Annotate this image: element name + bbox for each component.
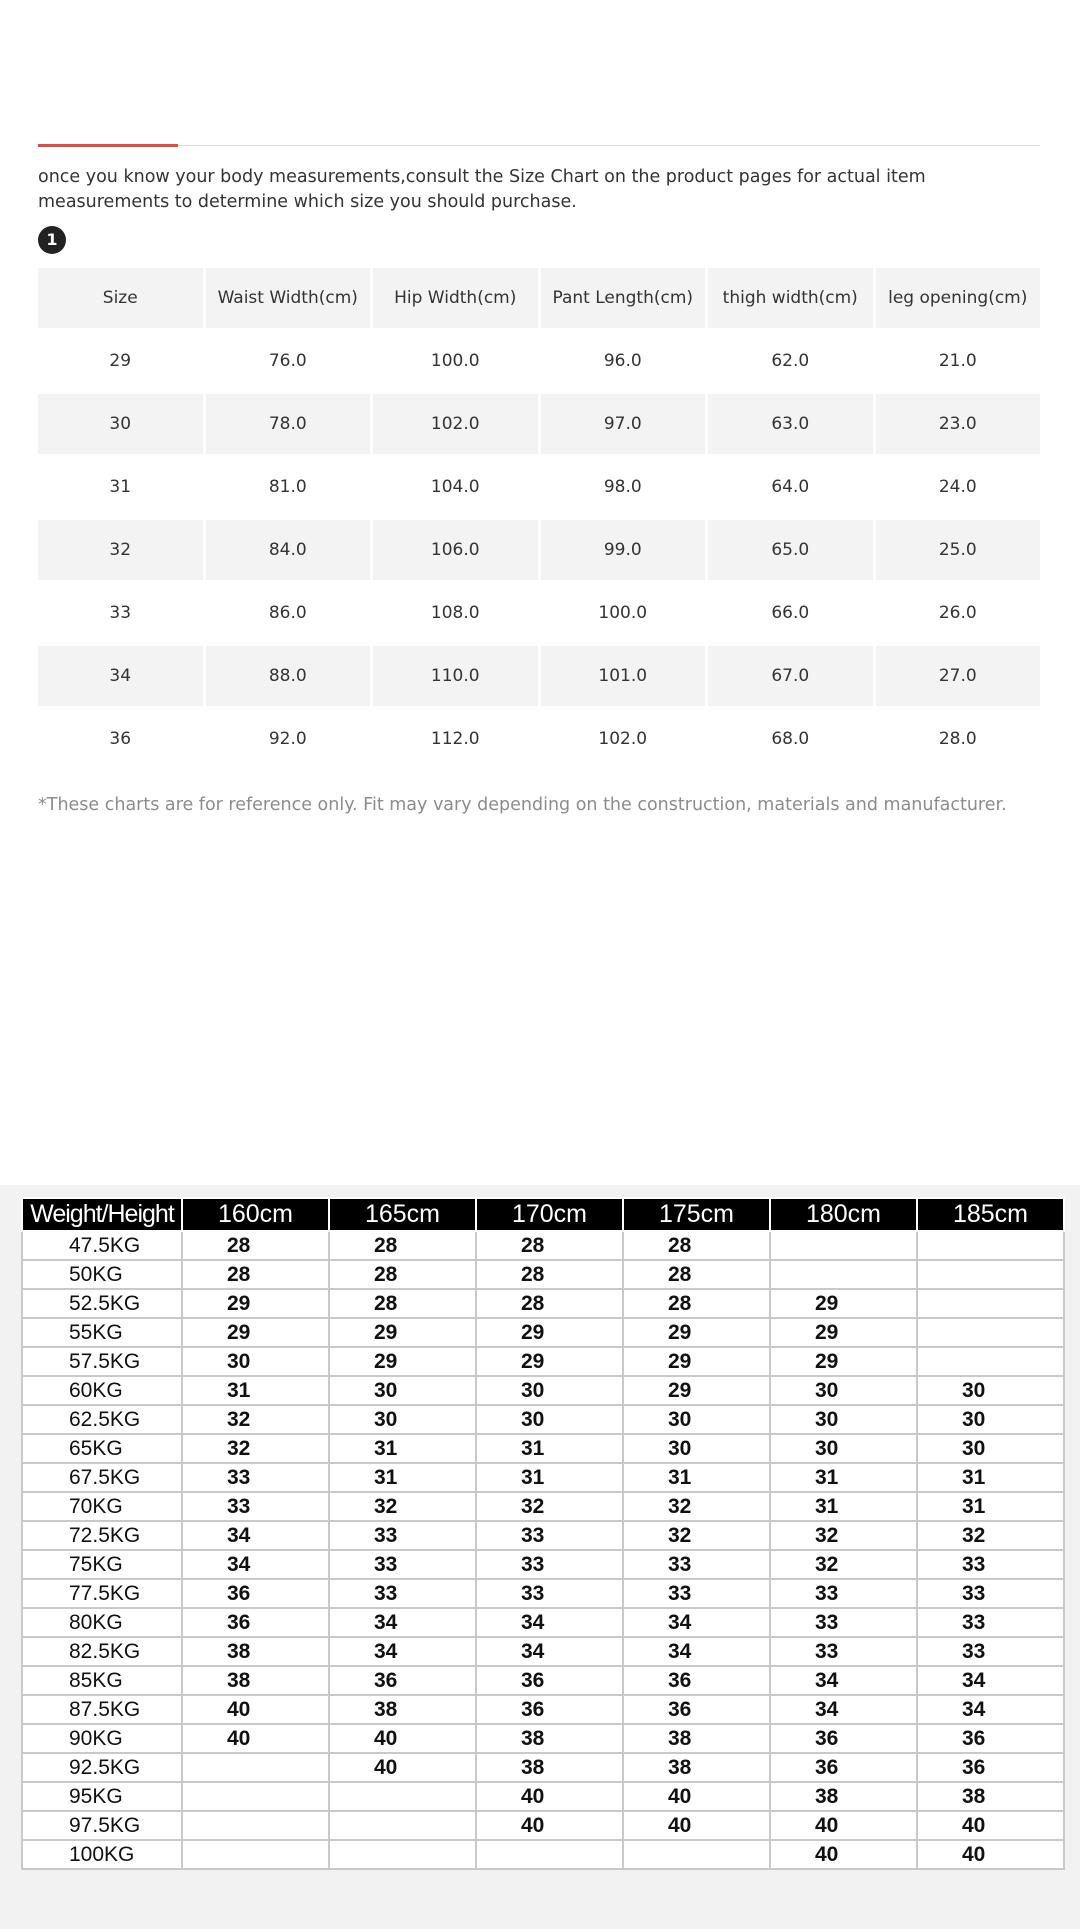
weight-table-header-cell: 165cm — [329, 1198, 476, 1231]
recommended-size-cell: 31 — [623, 1463, 770, 1492]
size-chart-value-cell: 96.0 — [603, 351, 642, 371]
recommended-size-cell: 36 — [476, 1695, 623, 1724]
recommended-size-cell: 31 — [917, 1492, 1064, 1521]
recommended-size-cell: 32 — [917, 1521, 1064, 1550]
recommended-size-cell: 32 — [329, 1492, 476, 1521]
recommended-size-cell: 34 — [182, 1521, 329, 1550]
recommended-size-cell: 33 — [770, 1579, 917, 1608]
recommended-size-cell: 30 — [770, 1405, 917, 1434]
weight-label-cell: 47.5KG — [22, 1231, 182, 1260]
recommended-size-cell: 28 — [329, 1231, 476, 1260]
weight-label-cell: 80KG — [22, 1608, 182, 1637]
recommended-size-cell: 28 — [182, 1231, 329, 1260]
weight-table-header-cell: 180cm — [770, 1198, 917, 1231]
recommended-size-cell: 29 — [182, 1289, 329, 1318]
weight-table-header-row — [22, 1198, 1064, 1231]
size-chart-value-cell: 67.0 — [708, 646, 873, 706]
recommended-size-cell: 33 — [623, 1550, 770, 1579]
recommended-size-cell: 30 — [917, 1376, 1064, 1405]
recommended-size-cell: 32 — [623, 1492, 770, 1521]
weight-table-header-cell: 170cm — [476, 1198, 623, 1231]
size-chart-value-cell: 86.0 — [268, 603, 307, 623]
recommended-size-cell — [329, 1782, 476, 1811]
size-chart-value-cell: 110.0 — [373, 646, 538, 706]
recommended-size-cell: 29 — [329, 1318, 476, 1347]
recommended-size-cell: 34 — [917, 1666, 1064, 1695]
size-chart-value-cell: 81.0 — [268, 477, 307, 497]
recommended-size-cell: 33 — [476, 1521, 623, 1550]
weight-table-row — [22, 1405, 1064, 1434]
size-chart-value-cell: 65.0 — [708, 520, 873, 580]
weight-label-cell: 65KG — [22, 1434, 182, 1463]
recommended-size-cell: 40 — [623, 1782, 770, 1811]
recommended-size-cell: 34 — [770, 1695, 917, 1724]
disclaimer-note: *These charts are for reference only. Fit may vary depending on the construction, materials and manufacturer. — [38, 795, 1007, 815]
recommended-size-cell: 28 — [182, 1260, 329, 1289]
weight-table-header-cell: 185cm — [917, 1198, 1064, 1231]
weight-table-row — [22, 1550, 1064, 1579]
recommended-size-cell: 31 — [329, 1463, 476, 1492]
weight-table-row — [22, 1579, 1064, 1608]
weight-label-cell: 55KG — [22, 1318, 182, 1347]
recommended-size-cell: 33 — [917, 1550, 1064, 1579]
size-chart-size-cell: 36 — [109, 729, 132, 749]
recommended-size-cell — [917, 1318, 1064, 1347]
recommended-size-cell: 31 — [917, 1463, 1064, 1492]
size-chart-header-cell: Waist Width(cm) — [206, 268, 371, 328]
step-number-badge: 1 — [38, 226, 66, 254]
recommended-size-cell: 32 — [770, 1521, 917, 1550]
size-chart-value-cell: 64.0 — [771, 477, 810, 497]
weight-label-cell: 97.5KG — [22, 1811, 182, 1840]
recommended-size-cell — [182, 1753, 329, 1782]
recommended-size-cell: 38 — [329, 1695, 476, 1724]
recommended-size-cell: 33 — [476, 1550, 623, 1579]
size-chart-value-cell: 23.0 — [876, 394, 1041, 454]
weight-label-cell: 77.5KG — [22, 1579, 182, 1608]
weight-table-header-cell: 160cm — [182, 1198, 329, 1231]
recommended-size-cell: 30 — [329, 1376, 476, 1405]
recommended-size-cell: 30 — [329, 1405, 476, 1434]
recommended-size-cell: 33 — [329, 1521, 476, 1550]
recommended-size-cell — [770, 1260, 917, 1289]
recommended-size-cell: 40 — [770, 1811, 917, 1840]
recommended-size-cell: 38 — [623, 1753, 770, 1782]
recommended-size-cell: 31 — [770, 1463, 917, 1492]
recommended-size-cell: 31 — [476, 1463, 623, 1492]
weight-table-row — [22, 1318, 1064, 1347]
size-chart-table — [38, 268, 1040, 769]
size-chart-header-cell: thigh width(cm) — [708, 268, 873, 328]
recommended-size-cell: 36 — [623, 1695, 770, 1724]
weight-label-cell: 82.5KG — [22, 1637, 182, 1666]
recommended-size-cell: 36 — [476, 1666, 623, 1695]
recommended-size-cell — [917, 1347, 1064, 1376]
size-chart-value-cell: 68.0 — [771, 729, 810, 749]
size-chart-value-cell: 106.0 — [373, 520, 538, 580]
weight-label-cell: 92.5KG — [22, 1753, 182, 1782]
recommended-size-cell — [476, 1840, 623, 1869]
recommended-size-cell: 29 — [329, 1347, 476, 1376]
recommended-size-cell: 38 — [623, 1724, 770, 1753]
recommended-size-cell: 30 — [917, 1405, 1064, 1434]
weight-label-cell: 95KG — [22, 1782, 182, 1811]
recommended-size-cell: 33 — [182, 1492, 329, 1521]
weight-table-row — [22, 1811, 1064, 1840]
recommended-size-cell: 28 — [623, 1260, 770, 1289]
recommended-size-cell: 29 — [623, 1347, 770, 1376]
recommended-size-cell: 32 — [476, 1492, 623, 1521]
weight-label-cell: 100KG — [22, 1840, 182, 1869]
recommended-size-cell: 28 — [623, 1289, 770, 1318]
recommended-size-cell: 32 — [182, 1405, 329, 1434]
size-chart-header-cell: Size — [38, 268, 203, 328]
recommended-size-cell: 36 — [182, 1579, 329, 1608]
size-chart-value-cell: 92.0 — [268, 729, 307, 749]
intro-text: once you know your body measurements,consult the Size Chart on the product pages for actual item measurements to determine which size you should purchase. — [38, 167, 926, 212]
size-chart-value-cell: 88.0 — [206, 646, 371, 706]
recommended-size-cell: 40 — [182, 1724, 329, 1753]
size-chart-value-cell: 100.0 — [598, 603, 648, 623]
size-chart-value-cell: 100.0 — [430, 351, 480, 371]
recommended-size-cell: 36 — [917, 1724, 1064, 1753]
recommended-size-cell: 34 — [770, 1666, 917, 1695]
recommended-size-cell: 34 — [182, 1550, 329, 1579]
weight-label-cell: 52.5KG — [22, 1289, 182, 1318]
recommended-size-cell: 34 — [476, 1608, 623, 1637]
size-chart-header-cell: leg opening(cm) — [876, 268, 1041, 328]
recommended-size-cell: 36 — [770, 1724, 917, 1753]
weight-table-row — [22, 1521, 1064, 1550]
recommended-size-cell: 33 — [476, 1579, 623, 1608]
weight-table-row — [22, 1637, 1064, 1666]
weight-label-cell: 60KG — [22, 1376, 182, 1405]
recommended-size-cell: 40 — [917, 1840, 1064, 1869]
recommended-size-cell: 34 — [329, 1608, 476, 1637]
recommended-size-cell: 33 — [770, 1637, 917, 1666]
weight-table-row — [22, 1666, 1064, 1695]
size-chart-value-cell: 24.0 — [938, 477, 977, 497]
recommended-size-cell: 33 — [770, 1608, 917, 1637]
recommended-size-cell: 28 — [329, 1260, 476, 1289]
size-chart-value-cell: 97.0 — [541, 394, 706, 454]
weight-table-row — [22, 1782, 1064, 1811]
weight-label-cell: 67.5KG — [22, 1463, 182, 1492]
recommended-size-cell: 40 — [770, 1840, 917, 1869]
weight-label-cell: 62.5KG — [22, 1405, 182, 1434]
size-chart-size-cell: 33 — [109, 603, 132, 623]
weight-label-cell: 87.5KG — [22, 1695, 182, 1724]
recommended-size-cell: 29 — [476, 1318, 623, 1347]
recommended-size-cell: 28 — [476, 1260, 623, 1289]
recommended-size-cell: 29 — [182, 1318, 329, 1347]
recommended-size-cell: 40 — [917, 1811, 1064, 1840]
weight-table-row — [22, 1724, 1064, 1753]
weight-table-row — [22, 1260, 1064, 1289]
recommended-size-cell: 29 — [623, 1318, 770, 1347]
size-chart-size-cell: 32 — [38, 520, 203, 580]
recommended-size-cell: 31 — [770, 1492, 917, 1521]
recommended-size-cell: 38 — [476, 1753, 623, 1782]
weight-table-row — [22, 1463, 1064, 1492]
recommended-size-cell: 40 — [623, 1811, 770, 1840]
weight-label-cell: 85KG — [22, 1666, 182, 1695]
recommended-size-cell: 30 — [770, 1434, 917, 1463]
recommended-size-cell — [917, 1231, 1064, 1260]
recommended-size-cell: 29 — [623, 1376, 770, 1405]
recommended-size-cell: 34 — [623, 1637, 770, 1666]
size-chart-value-cell: 84.0 — [206, 520, 371, 580]
size-chart-size-cell: 34 — [38, 646, 203, 706]
recommended-size-cell: 29 — [770, 1347, 917, 1376]
recommended-size-cell: 34 — [623, 1608, 770, 1637]
recommended-size-cell: 40 — [329, 1724, 476, 1753]
size-chart-value-cell: 112.0 — [430, 729, 480, 749]
recommended-size-cell: 32 — [182, 1434, 329, 1463]
recommended-size-cell: 30 — [917, 1434, 1064, 1463]
recommended-size-cell — [182, 1782, 329, 1811]
recommended-size-cell: 29 — [770, 1318, 917, 1347]
size-chart-header-cell: Pant Length(cm) — [541, 268, 706, 328]
recommended-size-cell: 33 — [329, 1550, 476, 1579]
weight-table-row — [22, 1376, 1064, 1405]
recommended-size-cell: 34 — [917, 1695, 1064, 1724]
section-accent-bar — [38, 144, 178, 147]
recommended-size-cell: 34 — [476, 1637, 623, 1666]
recommended-size-cell: 30 — [182, 1347, 329, 1376]
recommended-size-cell: 36 — [770, 1753, 917, 1782]
weight-table-row — [22, 1608, 1064, 1637]
size-chart-size-cell: 29 — [109, 351, 132, 371]
recommended-size-cell — [182, 1811, 329, 1840]
weight-table-row — [22, 1695, 1064, 1724]
recommended-size-cell: 32 — [770, 1550, 917, 1579]
size-chart-value-cell: 63.0 — [708, 394, 873, 454]
recommended-size-cell: 30 — [476, 1405, 623, 1434]
weight-height-size-table — [21, 1197, 1065, 1870]
size-chart-value-cell: 102.0 — [373, 394, 538, 454]
size-chart-value-cell: 21.0 — [938, 351, 977, 371]
recommended-size-cell — [770, 1231, 917, 1260]
weight-table-row — [22, 1753, 1064, 1782]
size-chart-value-cell: 104.0 — [430, 477, 480, 497]
size-chart-value-cell: 102.0 — [598, 729, 648, 749]
weight-label-cell: 72.5KG — [22, 1521, 182, 1550]
size-chart-value-cell: 62.0 — [771, 351, 810, 371]
recommended-size-cell: 33 — [182, 1463, 329, 1492]
weight-label-cell: 57.5KG — [22, 1347, 182, 1376]
recommended-size-cell — [917, 1260, 1064, 1289]
weight-table-row — [22, 1347, 1064, 1376]
weight-table-row — [22, 1840, 1064, 1869]
recommended-size-cell: 28 — [329, 1289, 476, 1318]
recommended-size-cell — [917, 1289, 1064, 1318]
recommended-size-cell: 28 — [476, 1231, 623, 1260]
size-chart-size-cell: 31 — [109, 477, 132, 497]
recommended-size-cell: 33 — [623, 1579, 770, 1608]
recommended-size-cell: 38 — [770, 1782, 917, 1811]
weight-table-header-cell: 175cm — [623, 1198, 770, 1231]
recommended-size-cell — [329, 1840, 476, 1869]
size-chart-value-cell: 78.0 — [206, 394, 371, 454]
recommended-size-cell: 33 — [917, 1637, 1064, 1666]
size-chart-value-cell: 76.0 — [268, 351, 307, 371]
size-chart-size-cell: 30 — [38, 394, 203, 454]
size-chart-value-cell: 26.0 — [938, 603, 977, 623]
recommended-size-cell: 33 — [917, 1608, 1064, 1637]
weight-label-cell: 75KG — [22, 1550, 182, 1579]
size-chart-value-cell: 108.0 — [430, 603, 480, 623]
recommended-size-cell: 30 — [623, 1405, 770, 1434]
recommended-size-cell: 30 — [623, 1434, 770, 1463]
recommended-size-cell: 40 — [182, 1695, 329, 1724]
recommended-size-cell: 36 — [182, 1608, 329, 1637]
recommended-size-cell: 28 — [476, 1289, 623, 1318]
recommended-size-cell: 33 — [917, 1579, 1064, 1608]
weight-table-row — [22, 1289, 1064, 1318]
recommended-size-cell: 36 — [623, 1666, 770, 1695]
weight-label-cell: 50KG — [22, 1260, 182, 1289]
size-chart-value-cell: 27.0 — [876, 646, 1041, 706]
recommended-size-cell: 36 — [329, 1666, 476, 1695]
recommended-size-cell: 40 — [476, 1811, 623, 1840]
size-chart-value-cell: 25.0 — [876, 520, 1041, 580]
recommended-size-cell: 38 — [182, 1637, 329, 1666]
weight-label-cell: 90KG — [22, 1724, 182, 1753]
recommended-size-cell: 31 — [476, 1434, 623, 1463]
weight-label-cell: 70KG — [22, 1492, 182, 1521]
weight-table-header-cell: Weight/Height — [22, 1198, 182, 1231]
recommended-size-cell: 29 — [476, 1347, 623, 1376]
recommended-size-cell: 30 — [476, 1376, 623, 1405]
recommended-size-cell: 36 — [917, 1753, 1064, 1782]
weight-table-row — [22, 1434, 1064, 1463]
size-chart-value-cell: 101.0 — [541, 646, 706, 706]
size-chart-header-cell: Hip Width(cm) — [373, 268, 538, 328]
size-chart-value-cell: 66.0 — [771, 603, 810, 623]
recommended-size-cell — [623, 1840, 770, 1869]
recommended-size-cell: 33 — [329, 1579, 476, 1608]
recommended-size-cell: 38 — [917, 1782, 1064, 1811]
recommended-size-cell: 38 — [182, 1666, 329, 1695]
size-chart-value-cell: 99.0 — [541, 520, 706, 580]
recommended-size-cell: 40 — [476, 1782, 623, 1811]
recommended-size-cell — [329, 1811, 476, 1840]
recommended-size-cell: 40 — [329, 1753, 476, 1782]
size-chart-value-cell: 98.0 — [603, 477, 642, 497]
weight-table-row — [22, 1231, 1064, 1260]
section-divider — [38, 145, 1040, 146]
recommended-size-cell: 34 — [329, 1637, 476, 1666]
recommended-size-cell: 31 — [329, 1434, 476, 1463]
recommended-size-cell: 28 — [623, 1231, 770, 1260]
size-chart-value-cell: 28.0 — [938, 729, 977, 749]
weight-table-row — [22, 1492, 1064, 1521]
recommended-size-cell: 30 — [770, 1376, 917, 1405]
recommended-size-cell: 38 — [476, 1724, 623, 1753]
recommended-size-cell — [182, 1840, 329, 1869]
recommended-size-cell: 31 — [182, 1376, 329, 1405]
recommended-size-cell: 32 — [623, 1521, 770, 1550]
recommended-size-cell: 29 — [770, 1289, 917, 1318]
